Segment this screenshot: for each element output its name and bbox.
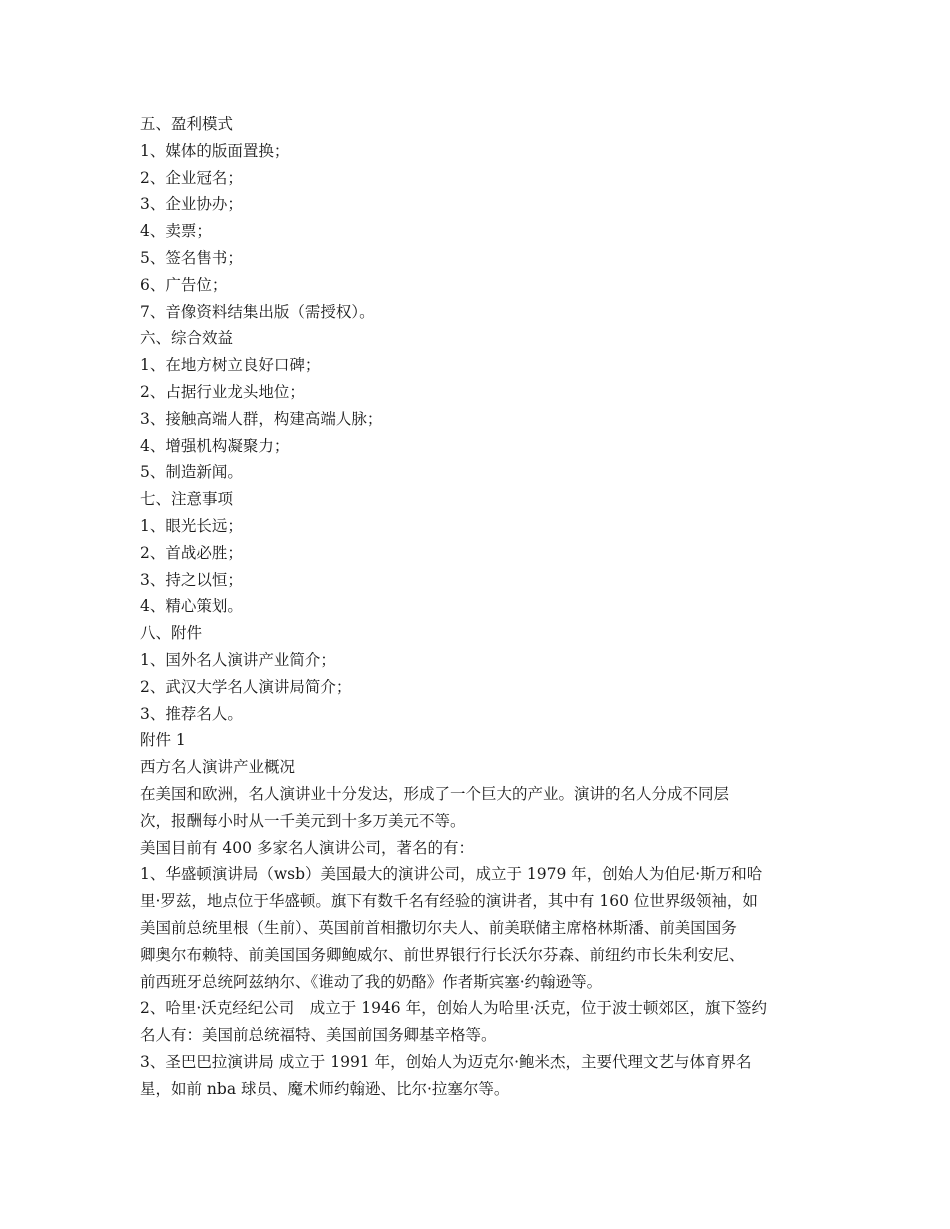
intro-line: 在美国和欧洲，名人演讲业十分发达，形成了一个巨大的产业。演讲的名人分成不同层 xyxy=(140,784,730,803)
list-item: 2、占据行业龙头地位； xyxy=(140,382,305,401)
document-page xyxy=(140,111,810,1102)
list-item: 3、持之以恒； xyxy=(140,570,243,589)
list-item: 2、武汉大学名人演讲局简介； xyxy=(140,677,352,696)
intro-line: 次，报酬每小时从一千美元到十多万美元不等。 xyxy=(140,811,466,830)
section-heading: 八、附件 xyxy=(140,624,203,643)
list-item: 1、在地方树立良好口碑； xyxy=(140,356,321,375)
company-line: 3、圣巴巴拉演讲局 成立于 1991 年，创始人为迈克尔·鲍米杰，主要代理文艺与体育界名 xyxy=(140,1052,752,1071)
list-item: 4、精心策划。 xyxy=(140,597,243,616)
company-line: 美国前总统里根（生前）、英国前首相撒切尔夫人、前美联储主席格林斯潘、前美国国务 xyxy=(140,918,737,937)
company-line: 名人有：美国前总统福特、美国前国务卿基辛格等。 xyxy=(140,1026,497,1045)
list-item: 4、增强机构凝聚力； xyxy=(140,436,290,455)
appendix-title: 西方名人演讲产业概况 xyxy=(140,758,296,777)
company-line: 里·罗兹，地点位于华盛顿。旗下有数千名有经验的演讲者，其中有 160 位世界级领袖，如 xyxy=(140,892,758,911)
list-item: 3、推荐名人。 xyxy=(140,704,243,723)
list-item: 1、媒体的版面置换； xyxy=(140,141,290,160)
section-heading: 七、注意事项 xyxy=(140,490,234,509)
company-count-line: 美国目前有 400 多家名人演讲公司，著名的有： xyxy=(140,838,474,857)
list-item: 1、眼光长远； xyxy=(140,516,243,535)
company-line: 前西班牙总统阿兹纳尔、《谁动了我的奶酪》作者斯宾塞·约翰逊等。 xyxy=(140,972,603,991)
list-item: 5、制造新闻。 xyxy=(140,463,243,482)
list-item: 3、企业协办； xyxy=(140,195,243,214)
appendix-label: 附件 1 xyxy=(140,731,186,750)
list-item: 5、签名售书； xyxy=(140,248,243,267)
list-item: 7、音像资料结集出版（需授权）。 xyxy=(140,302,375,321)
list-item: 6、广告位； xyxy=(140,275,228,294)
company-line: 星，如前 nba 球员、魔术师约翰逊、比尔·拉塞尔等。 xyxy=(140,1079,510,1098)
list-item: 3、接触高端人群，构建高端人脉； xyxy=(140,409,383,428)
section-heading: 六、综合效益 xyxy=(140,329,234,348)
list-item: 2、首战必胜； xyxy=(140,543,243,562)
company-line: 1、华盛顿演讲局（wsb）美国最大的演讲公司，成立于 1979 年，创始人为伯尼·斯万和哈 xyxy=(140,865,763,884)
company-line: 2、哈里·沃克经纪公司 成立于 1946 年，创始人为哈里·沃克，位于波士顿郊区，旗下签约 xyxy=(140,999,768,1018)
company-line: 卿奥尔布赖特、前美国国务卿鲍威尔、前世界银行行长沃尔芬森、前纽约市长朱利安尼、 xyxy=(140,945,745,964)
list-item: 4、卖票； xyxy=(140,222,212,241)
section-heading: 五、盈利模式 xyxy=(140,115,234,133)
list-item: 1、国外名人演讲产业简介； xyxy=(140,650,336,669)
list-item: 2、企业冠名； xyxy=(140,168,243,187)
